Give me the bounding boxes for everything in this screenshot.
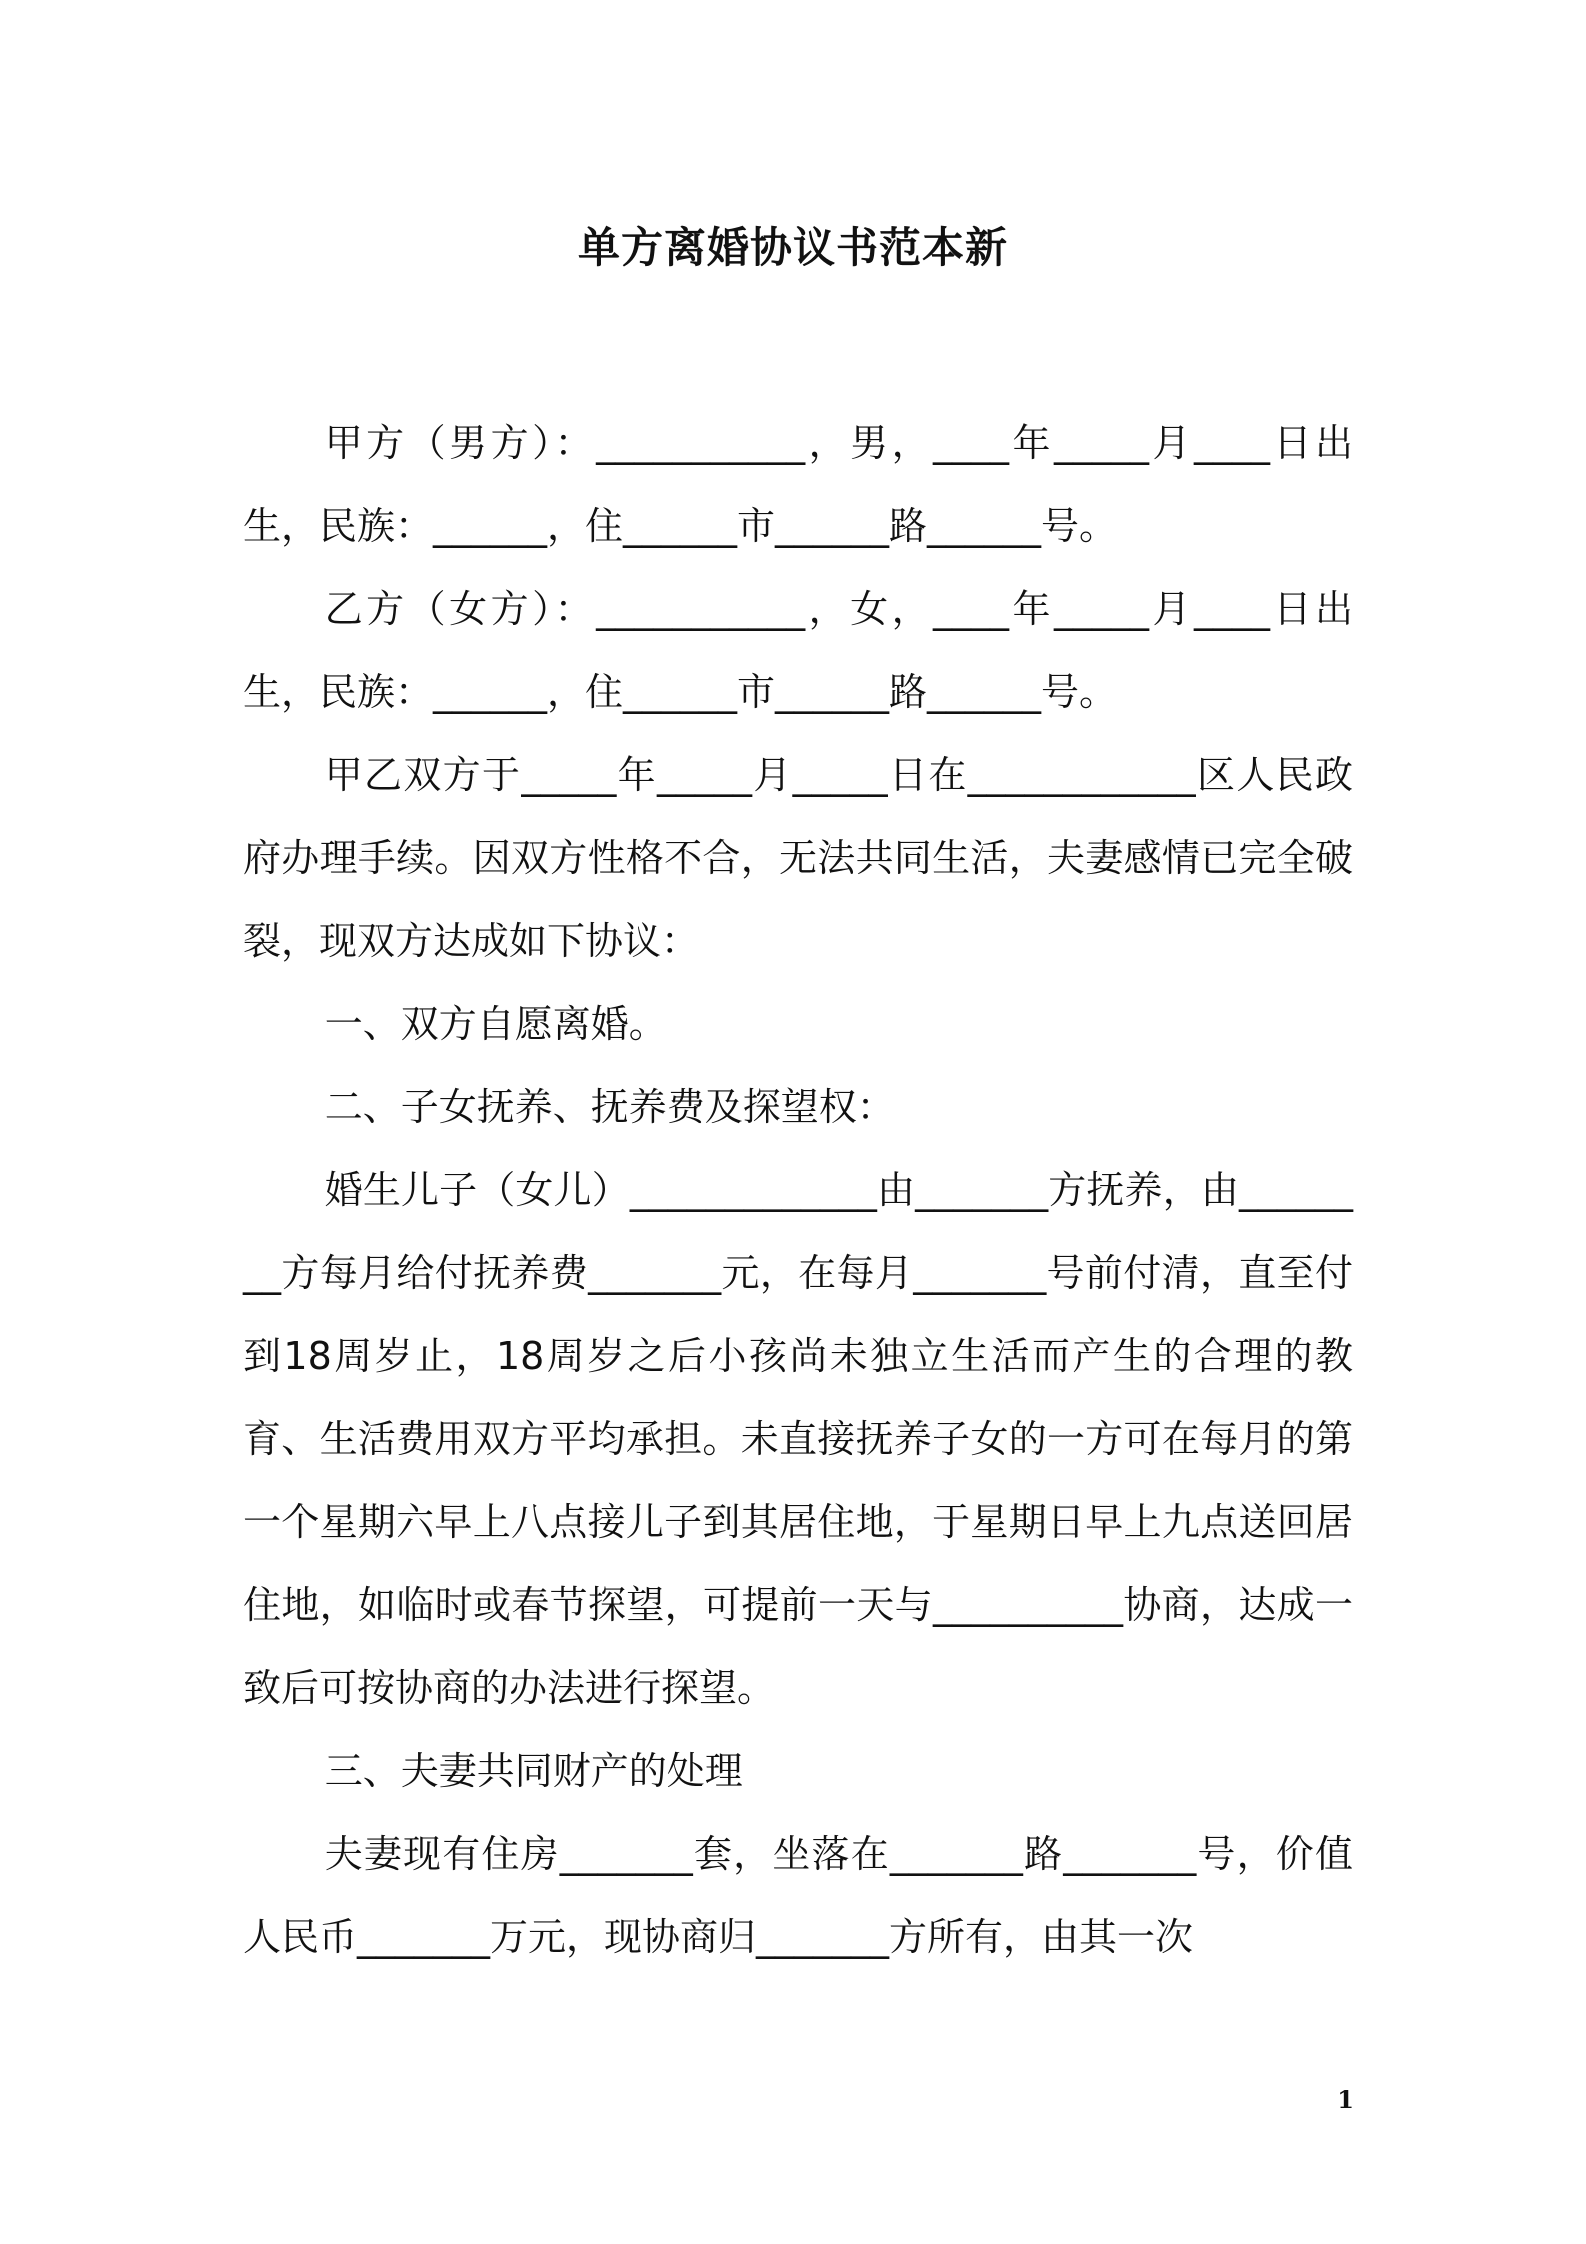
clause-3-heading: 三、夫妻共同财产的处理: [324, 1749, 743, 1793]
clause-1-heading: 一、双方自愿离婚。: [324, 1002, 667, 1046]
clause-2-heading: 二、子女抚养、抚养费及探望权：: [324, 1085, 895, 1129]
registration-paragraph: 甲乙双方于_____年_____月_____日在____________区人民政府办理手续。因双方性格不合，无法共同生活，夫妻感情已完全破裂，现双方达成如下协议：: [243, 753, 1353, 963]
party-a-paragraph: 甲方（男方）：___________，男，____年_____月____日出生，民族：______，住______市______路______号。: [243, 421, 1353, 548]
property-paragraph: 夫妻现有住房_______套，坐落在_______路_______号，价值人民币_______万元，现协商归_______方所有，由其一次: [243, 1832, 1353, 1959]
party-b-paragraph: 乙方（女方）：___________，女，____年_____月____日出生，民族：______，住______市______路______号。: [243, 587, 1353, 714]
document-title: 单方离婚协议书范本新: [577, 223, 1008, 272]
page-number: 1: [1337, 2085, 1354, 2114]
document-body: [243, 402, 1353, 1979]
child-support-paragraph: 婚生儿子（女儿）_____________由_______方抚养，由________方每月给付抚养费_______元，在每月_______号前付清，直至付到18周岁止，18周岁之后小孩尚未独立生活而产生的合理的教育、生活费用双方平均承担。未直接抚养子女的一方可在每月的第一个星期六早上八点接儿子到其居住地，于星期日早上九点送回居住地，如临时或春节探望，可提前一天与__________协商，达成一致后可按协商的办法进行探望。: [243, 1168, 1353, 1710]
